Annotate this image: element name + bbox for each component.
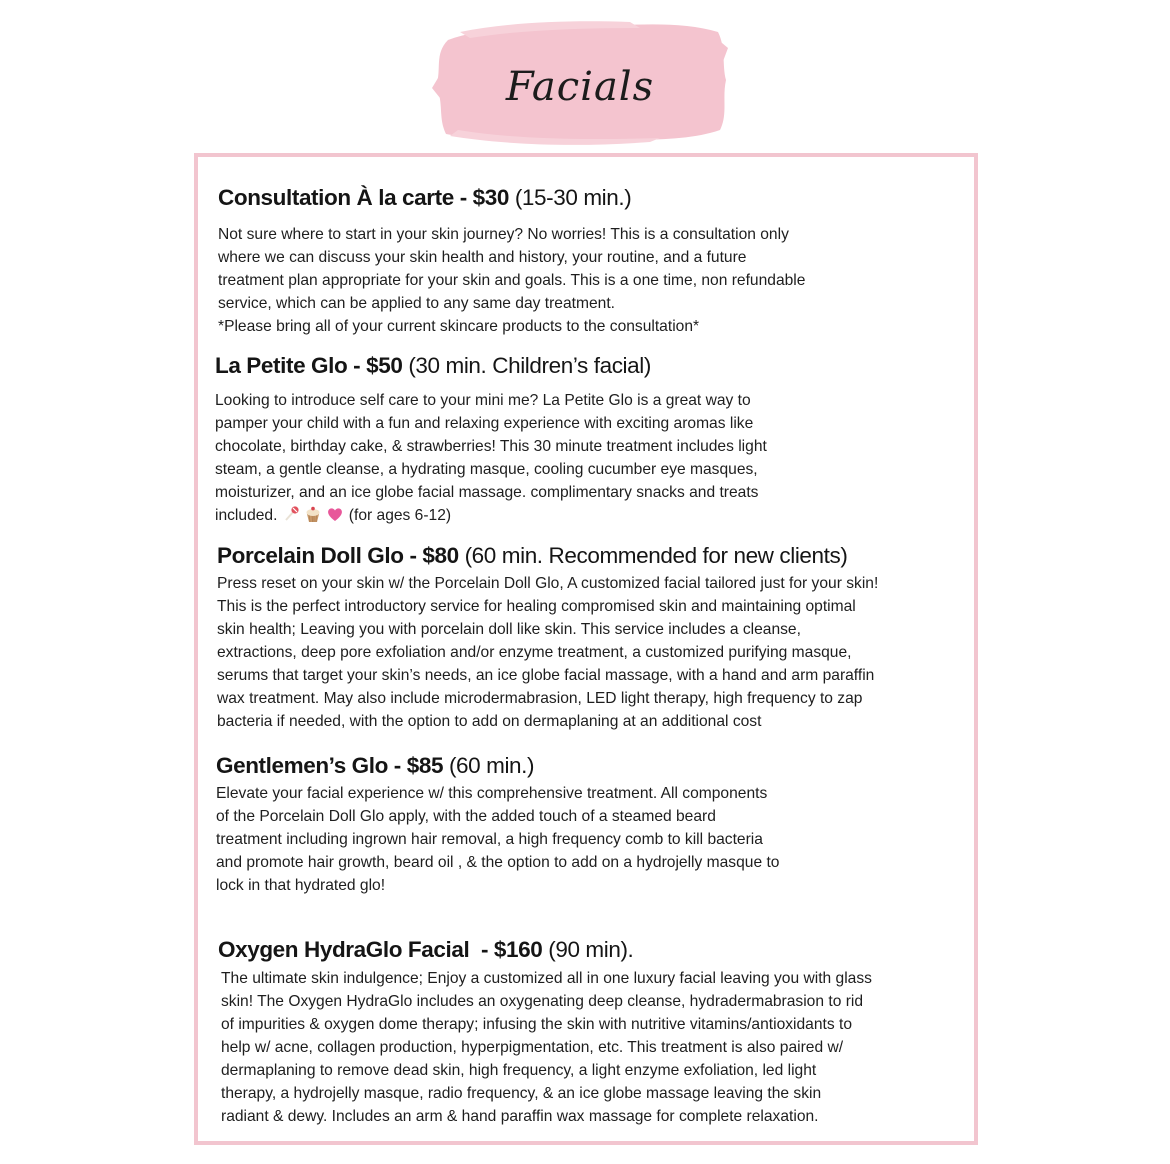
description-line: of the Porcelain Doll Glo apply, with the added touch of a steamed beard bbox=[216, 808, 716, 825]
service-la-petite-glo bbox=[215, 353, 767, 527]
header bbox=[430, 18, 730, 150]
service-title bbox=[217, 543, 878, 569]
service-title bbox=[218, 185, 805, 211]
service-name: Gentlemen’s Glo - $85 bbox=[216, 753, 444, 778]
service-name: Consultation À la carte - $30 bbox=[218, 185, 509, 210]
description-line: wax treatment. May also include microdermabrasion, LED light therapy, high frequency to zap bbox=[217, 690, 863, 707]
description-line: bacteria if needed, with the option to add on dermaplaning at an additional cost bbox=[217, 713, 762, 730]
service-name: La Petite Glo - $50 bbox=[215, 353, 403, 378]
description-line: skin health; Leaving you with porcelain doll like skin. This service includes a cleanse, bbox=[217, 621, 801, 638]
description-line: This is the perfect introductory service for healing compromised skin and maintaining optimal bbox=[217, 598, 856, 615]
description-line: help w/ acne, collagen production, hyperpigmentation, etc. This treatment is also paired w/ bbox=[221, 1039, 844, 1056]
cupcake-icon bbox=[304, 505, 322, 523]
description-line: treatment including ingrown hair removal, a high frequency comb to kill bacteria bbox=[216, 831, 763, 848]
service-duration: (60 min. Recommended for new clients) bbox=[458, 543, 848, 568]
description-line: of impurities & oxygen dome therapy; infusing the skin with nutritive vitamins/antioxidants to bbox=[221, 1016, 852, 1033]
description-line: service, which can be applied to any same day treatment. bbox=[218, 295, 615, 312]
description-line: Elevate your facial experience w/ this comprehensive treatment. All components bbox=[216, 785, 768, 802]
service-oxygen-hydraglo bbox=[218, 937, 872, 1128]
description-line: Press reset on your skin w/ the Porcelain Doll Glo, A customized facial tailored just for your skin! bbox=[217, 575, 879, 592]
service-description bbox=[217, 572, 878, 733]
description-line: radiant & dewy. Includes an arm & hand paraffin wax massage for complete relaxation. bbox=[221, 1108, 819, 1125]
description-line: extractions, deep pore exfoliation and/or enzyme treatment, a customized purifying masque, bbox=[217, 644, 852, 661]
description-line: Looking to introduce self care to your mini me? La Petite Glo is a great way to bbox=[215, 392, 751, 409]
description-line: lock in that hydrated glo! bbox=[216, 877, 386, 894]
service-porcelain-doll-glo bbox=[217, 543, 878, 733]
pink-heart-icon bbox=[326, 505, 344, 523]
service-duration: (15-30 min.) bbox=[508, 185, 632, 210]
page-title: Facials bbox=[505, 64, 655, 110]
description-line: *Please bring all of your current skincare products to the consultation* bbox=[218, 318, 700, 335]
service-consultation bbox=[218, 185, 805, 338]
description-line: treatment plan appropriate for your skin and goals. This is a one time, non refundable bbox=[218, 272, 806, 289]
description-line: moisturizer, and an ice globe facial massage. complimentary snacks and treats bbox=[215, 484, 759, 501]
description-line: Not sure where to start in your skin journey? No worries! This is a consultation only bbox=[218, 226, 789, 243]
age-note: (for ages 6-12) bbox=[348, 507, 452, 524]
service-description bbox=[216, 782, 779, 897]
description-line: serums that target your skin’s needs, an ice globe facial massage, with a hand and arm paraffin bbox=[217, 667, 875, 684]
service-title bbox=[218, 937, 872, 963]
description-line: therapy, a hydrojelly masque, radio frequency, & an ice globe massage leaving the skin bbox=[221, 1085, 822, 1102]
description-line: The ultimate skin indulgence; Enjoy a customized all in one luxury facial leaving you with glass bbox=[221, 970, 872, 987]
description-line: where we can discuss your skin health and history, your routine, and a future bbox=[218, 249, 747, 266]
lollipop-icon bbox=[282, 505, 300, 523]
description-line: skin! The Oxygen HydraGlo includes an oxygenating deep cleanse, hydradermabrasion to rid bbox=[221, 993, 864, 1010]
service-title bbox=[215, 353, 767, 379]
description-line: steam, a gentle cleanse, a hydrating masque, cooling cucumber eye masques, bbox=[215, 461, 758, 478]
service-gentlemens-glo bbox=[216, 753, 779, 897]
description-line-last bbox=[215, 504, 767, 527]
service-title bbox=[216, 753, 779, 779]
description-line: included. bbox=[215, 507, 278, 524]
service-description bbox=[218, 967, 872, 1128]
service-duration: (60 min.) bbox=[443, 753, 535, 778]
service-name: Porcelain Doll Glo - $80 bbox=[217, 543, 459, 568]
service-description bbox=[215, 389, 767, 527]
service-duration: (90 min). bbox=[542, 937, 634, 962]
service-name: Oxygen HydraGlo Facial - $160 bbox=[218, 937, 543, 962]
description-line: and promote hair growth, beard oil , & the option to add on a hydrojelly masque to bbox=[216, 854, 780, 871]
description-line: dermaplaning to remove dead skin, high frequency, a light enzyme exfoliation, led light bbox=[221, 1062, 817, 1079]
service-duration: (30 min. Children’s facial) bbox=[402, 353, 651, 378]
description-line: chocolate, birthday cake, & strawberries! This 30 minute treatment includes light bbox=[215, 438, 767, 455]
description-line: pamper your child with a fun and relaxing experience with exciting aromas like bbox=[215, 415, 754, 432]
service-description bbox=[218, 223, 805, 338]
